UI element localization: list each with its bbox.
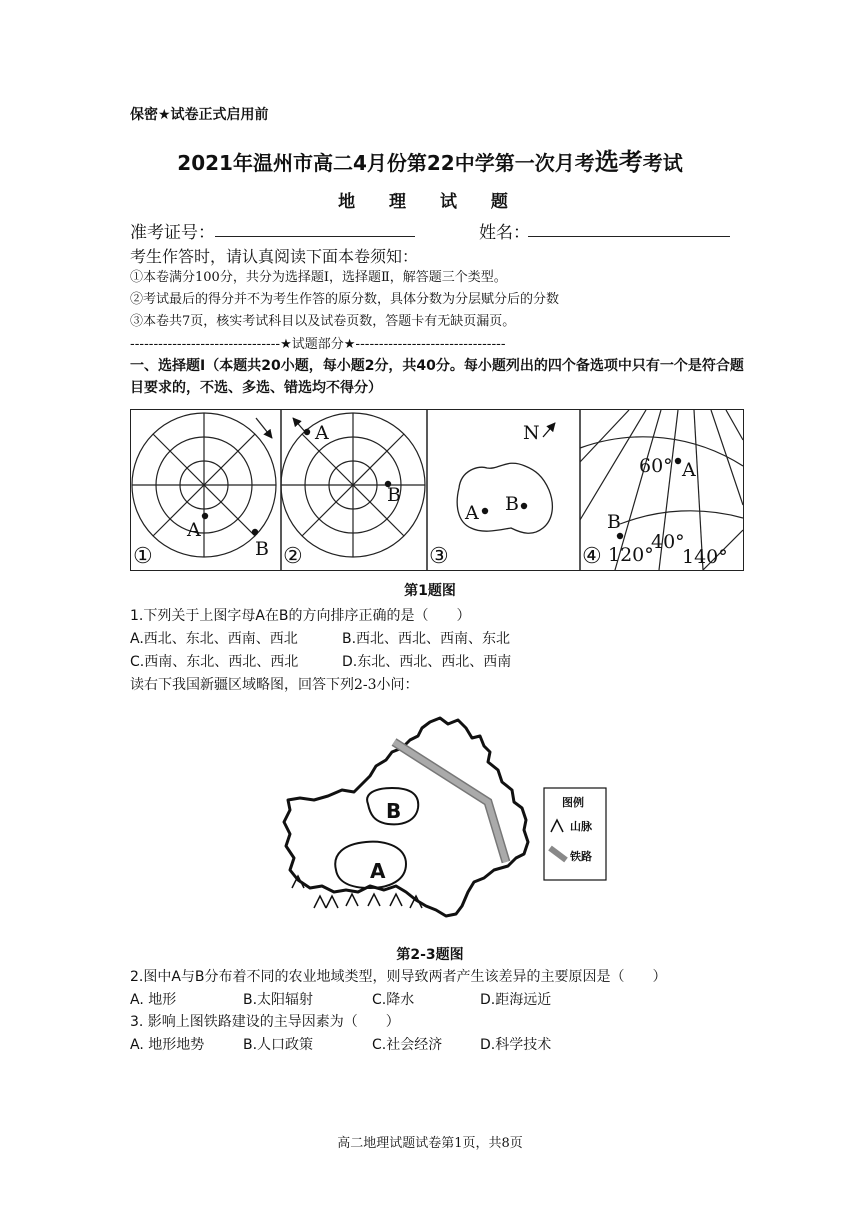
point-b-label: B bbox=[255, 538, 269, 560]
q2-option-a[interactable]: A. 地形 bbox=[130, 992, 177, 1008]
q1-option-b[interactable]: B.西北、西北、西南、东北 bbox=[342, 631, 511, 647]
point-a-label: A bbox=[187, 519, 201, 541]
lon-140-label: 140° bbox=[682, 546, 728, 568]
q2-option-d[interactable]: D.距海远近 bbox=[480, 992, 552, 1008]
question-2: 2.图中A与B分布着不同的农业地域类型，则导致两者产生该差异的主要原因是（ ） bbox=[130, 969, 667, 985]
question-3: 3. 影响上图铁路建设的主导因素为（ ） bbox=[130, 1014, 400, 1030]
figure-2-caption: 第2-3题图 bbox=[396, 947, 464, 963]
q3-option-d[interactable]: D.科学技术 bbox=[480, 1037, 552, 1053]
lat-60-label: 60° bbox=[639, 455, 673, 477]
basin-b-label: B bbox=[386, 799, 402, 823]
polar-view-1 bbox=[132, 413, 276, 557]
notice-rule: ①本卷满分100分，共分为选择题Ⅰ，选择题Ⅱ，解答题三个类型。 bbox=[130, 270, 507, 285]
legend-mountain-label: 山脉 bbox=[570, 820, 592, 833]
q3-option-a[interactable]: A. 地形地势 bbox=[130, 1037, 205, 1053]
name-field[interactable] bbox=[528, 236, 730, 237]
point-a-label: A bbox=[465, 502, 479, 524]
notice-rule: ②考试最后的得分并不为考生作答的原分数，具体分数为分层赋分后的分数 bbox=[130, 292, 560, 307]
question-1: 1.下列关于上图字母A在B的方向排序正确的是（ ） bbox=[130, 608, 471, 624]
lat-40-label: 40° bbox=[651, 531, 685, 553]
point-a-label: A bbox=[315, 422, 329, 444]
q3-option-c[interactable]: C.社会经济 bbox=[372, 1037, 443, 1053]
q2-option-c[interactable]: C.降水 bbox=[372, 992, 415, 1008]
q1-option-d[interactable]: D.东北、西北、西北、西南 bbox=[342, 654, 512, 670]
figure-1-caption: 第1题图 bbox=[404, 583, 456, 599]
exam-number-label: 准考证号： bbox=[130, 223, 215, 243]
legend-rail-label: 铁路 bbox=[570, 850, 592, 863]
north-arrow-icon bbox=[543, 423, 555, 437]
xinjiang-map bbox=[270, 710, 610, 930]
lon-120-label: 120° bbox=[608, 544, 654, 566]
notice-rule: ③本卷共7页，核实考试科目以及试卷页数，答题卡有无缺页漏页。 bbox=[130, 314, 516, 329]
exam-title-emphasis: 选考 bbox=[594, 148, 643, 176]
panel-number: ③ bbox=[429, 544, 449, 569]
polar-view-2 bbox=[281, 413, 425, 557]
q2-option-b[interactable]: B.太阳辐射 bbox=[243, 992, 314, 1008]
panel-number: ④ bbox=[582, 544, 602, 569]
question-2-3-intro: 读右下我国新疆区域略图，回答下列2-3小问： bbox=[130, 677, 419, 693]
exam-title bbox=[0, 142, 860, 177]
name-label: 姓名： bbox=[479, 223, 530, 243]
confidential-note: 保密★试卷正式启用前 bbox=[130, 107, 269, 123]
page-footer: 高二地理试题试卷第1页，共8页 bbox=[337, 1136, 523, 1151]
q3-option-b[interactable]: B.人口政策 bbox=[243, 1037, 314, 1053]
figure-1 bbox=[130, 409, 744, 571]
q1-option-a[interactable]: A.西北、东北、西南、西北 bbox=[130, 631, 298, 647]
panel-number: ① bbox=[133, 544, 153, 569]
section-separator: --------------------------------★试题部分★-------------------------------- bbox=[130, 337, 506, 352]
point-b-label: B bbox=[505, 493, 519, 515]
legend-title: 图例 bbox=[562, 796, 584, 809]
exam-number-field[interactable] bbox=[215, 236, 415, 237]
basin-a-label: A bbox=[370, 859, 386, 883]
point-b-label: B bbox=[607, 511, 621, 533]
figure-1-panels bbox=[131, 410, 743, 570]
exam-subtitle: 地 理 试 题 bbox=[338, 192, 522, 212]
section-heading: 一、选择题Ⅰ（本题共20小题，每小题2分，共40分。每小题列出的四个备选项中只有一个是符合题目要求的，不选、多选、错选均不得分） bbox=[130, 358, 744, 396]
exam-title-suffix: 考试 bbox=[642, 151, 683, 175]
q1-option-c[interactable]: C.西南、东北、西北、西北 bbox=[130, 654, 299, 670]
panel-number: ② bbox=[283, 544, 303, 569]
exam-title-main: 2021年温州市高二4月份第22中学第一次月考 bbox=[177, 151, 595, 175]
point-b-label: B bbox=[387, 484, 401, 506]
north-label: N bbox=[523, 422, 540, 444]
point-a-label: A bbox=[682, 459, 696, 481]
notice-heading: 考生作答时，请认真阅读下面本卷须知： bbox=[130, 247, 419, 266]
